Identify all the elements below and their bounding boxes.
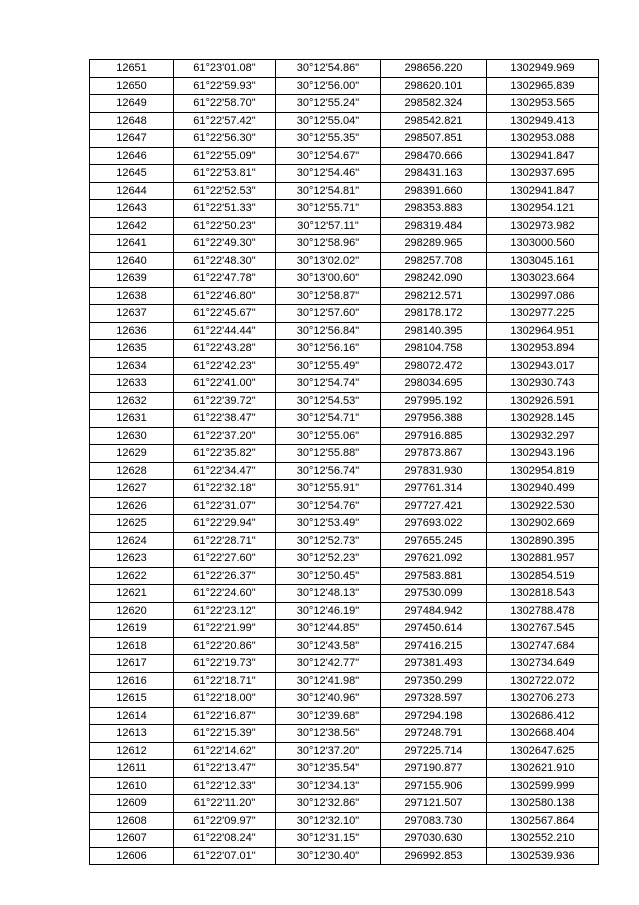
- table-row: [90, 812, 599, 830]
- y-coordinate-cell: 1302953.894: [487, 340, 599, 358]
- latitude-cell: 61°23'01.08": [174, 60, 276, 78]
- x-coordinate-cell: 297416.215: [381, 637, 487, 655]
- coordinate-table: [89, 59, 599, 865]
- table-row: [90, 130, 599, 148]
- longitude-cell: 30°12'57.60": [276, 305, 381, 323]
- x-coordinate-cell: 297155.906: [381, 777, 487, 795]
- x-coordinate-cell: 297583.881: [381, 567, 487, 585]
- x-coordinate-cell: 297381.493: [381, 655, 487, 673]
- longitude-cell: 30°12'40.96": [276, 690, 381, 708]
- latitude-cell: 61°22'41.00": [174, 375, 276, 393]
- latitude-cell: 61°22'23.12": [174, 602, 276, 620]
- point-number-cell: 12632: [90, 392, 174, 410]
- latitude-cell: 61°22'20.86": [174, 637, 276, 655]
- latitude-cell: 61°22'56.30": [174, 130, 276, 148]
- longitude-cell: 30°12'58.96": [276, 235, 381, 253]
- y-coordinate-cell: 1302932.297: [487, 427, 599, 445]
- x-coordinate-cell: 297655.245: [381, 532, 487, 550]
- table-row: [90, 357, 599, 375]
- x-coordinate-cell: 298072.472: [381, 357, 487, 375]
- x-coordinate-cell: 298656.220: [381, 60, 487, 78]
- y-coordinate-cell: 1302943.196: [487, 445, 599, 463]
- point-number-cell: 12649: [90, 95, 174, 113]
- point-number-cell: 12650: [90, 77, 174, 95]
- longitude-cell: 30°12'54.71": [276, 410, 381, 428]
- latitude-cell: 61°22'46.80": [174, 287, 276, 305]
- table-row: [90, 550, 599, 568]
- longitude-cell: 30°12'38.56": [276, 725, 381, 743]
- table-row: [90, 340, 599, 358]
- longitude-cell: 30°12'42.77": [276, 655, 381, 673]
- longitude-cell: 30°12'37.20": [276, 742, 381, 760]
- y-coordinate-cell: 1302953.565: [487, 95, 599, 113]
- longitude-cell: 30°12'32.86": [276, 795, 381, 813]
- table-row: [90, 182, 599, 200]
- y-coordinate-cell: 1302580.138: [487, 795, 599, 813]
- latitude-cell: 61°22'52.53": [174, 182, 276, 200]
- point-number-cell: 12647: [90, 130, 174, 148]
- x-coordinate-cell: 297873.867: [381, 445, 487, 463]
- y-coordinate-cell: 1302854.519: [487, 567, 599, 585]
- x-coordinate-cell: 298620.101: [381, 77, 487, 95]
- latitude-cell: 61°22'26.37": [174, 567, 276, 585]
- longitude-cell: 30°12'54.46": [276, 165, 381, 183]
- x-coordinate-cell: 296992.853: [381, 847, 487, 865]
- table-row: [90, 165, 599, 183]
- y-coordinate-cell: 1302686.412: [487, 707, 599, 725]
- table-row: [90, 795, 599, 813]
- table-row: [90, 725, 599, 743]
- x-coordinate-cell: 297248.791: [381, 725, 487, 743]
- table-row: [90, 532, 599, 550]
- point-number-cell: 12651: [90, 60, 174, 78]
- table-row: [90, 445, 599, 463]
- table-row: [90, 305, 599, 323]
- point-number-cell: 12630: [90, 427, 174, 445]
- table-row: [90, 217, 599, 235]
- y-coordinate-cell: 1302964.951: [487, 322, 599, 340]
- point-number-cell: 12622: [90, 567, 174, 585]
- longitude-cell: 30°12'55.35": [276, 130, 381, 148]
- x-coordinate-cell: 297225.714: [381, 742, 487, 760]
- y-coordinate-cell: 1302930.743: [487, 375, 599, 393]
- y-coordinate-cell: 1303023.664: [487, 270, 599, 288]
- x-coordinate-cell: 297328.597: [381, 690, 487, 708]
- latitude-cell: 61°22'11.20": [174, 795, 276, 813]
- point-number-cell: 12639: [90, 270, 174, 288]
- latitude-cell: 61°22'49.30": [174, 235, 276, 253]
- latitude-cell: 61°22'09.97": [174, 812, 276, 830]
- table-row: [90, 95, 599, 113]
- longitude-cell: 30°12'54.53": [276, 392, 381, 410]
- table-row: [90, 742, 599, 760]
- latitude-cell: 61°22'29.94": [174, 515, 276, 533]
- point-number-cell: 12644: [90, 182, 174, 200]
- longitude-cell: 30°12'57.11": [276, 217, 381, 235]
- x-coordinate-cell: 297727.421: [381, 497, 487, 515]
- longitude-cell: 30°12'56.00": [276, 77, 381, 95]
- y-coordinate-cell: 1302953.088: [487, 130, 599, 148]
- y-coordinate-cell: 1302890.395: [487, 532, 599, 550]
- x-coordinate-cell: 297693.022: [381, 515, 487, 533]
- point-number-cell: 12623: [90, 550, 174, 568]
- y-coordinate-cell: 1302954.819: [487, 462, 599, 480]
- longitude-cell: 30°12'35.54": [276, 760, 381, 778]
- x-coordinate-cell: 297121.507: [381, 795, 487, 813]
- table-row: [90, 760, 599, 778]
- table-row: [90, 410, 599, 428]
- point-number-cell: 12611: [90, 760, 174, 778]
- point-number-cell: 12642: [90, 217, 174, 235]
- longitude-cell: 30°12'55.06": [276, 427, 381, 445]
- longitude-cell: 30°12'34.13": [276, 777, 381, 795]
- y-coordinate-cell: 1302767.545: [487, 620, 599, 638]
- y-coordinate-cell: 1302902.669: [487, 515, 599, 533]
- latitude-cell: 61°22'42.23": [174, 357, 276, 375]
- longitude-cell: 30°12'54.81": [276, 182, 381, 200]
- table-row: [90, 270, 599, 288]
- point-number-cell: 12617: [90, 655, 174, 673]
- latitude-cell: 61°22'57.42": [174, 112, 276, 130]
- table-row: [90, 147, 599, 165]
- table-row: [90, 287, 599, 305]
- point-number-cell: 12627: [90, 480, 174, 498]
- latitude-cell: 61°22'59.93": [174, 77, 276, 95]
- x-coordinate-cell: 298140.395: [381, 322, 487, 340]
- point-number-cell: 12606: [90, 847, 174, 865]
- table-row: [90, 672, 599, 690]
- y-coordinate-cell: 1302949.969: [487, 60, 599, 78]
- x-coordinate-cell: 297831.930: [381, 462, 487, 480]
- point-number-cell: 12621: [90, 585, 174, 603]
- y-coordinate-cell: 1302818.543: [487, 585, 599, 603]
- point-number-cell: 12641: [90, 235, 174, 253]
- y-coordinate-cell: 1302941.847: [487, 182, 599, 200]
- x-coordinate-cell: 298242.090: [381, 270, 487, 288]
- x-coordinate-cell: 298470.666: [381, 147, 487, 165]
- y-coordinate-cell: 1302599.999: [487, 777, 599, 795]
- table-row: [90, 830, 599, 848]
- point-number-cell: 12626: [90, 497, 174, 515]
- longitude-cell: 30°12'53.49": [276, 515, 381, 533]
- table-row: [90, 515, 599, 533]
- latitude-cell: 61°22'27.60": [174, 550, 276, 568]
- table-row: [90, 637, 599, 655]
- latitude-cell: 61°22'37.20": [174, 427, 276, 445]
- table-row: [90, 847, 599, 865]
- point-number-cell: 12634: [90, 357, 174, 375]
- y-coordinate-cell: 1302940.499: [487, 480, 599, 498]
- latitude-cell: 61°22'18.00": [174, 690, 276, 708]
- y-coordinate-cell: 1302943.017: [487, 357, 599, 375]
- y-coordinate-cell: 1303045.161: [487, 252, 599, 270]
- longitude-cell: 30°13'02.02": [276, 252, 381, 270]
- x-coordinate-cell: 297484.942: [381, 602, 487, 620]
- longitude-cell: 30°12'54.86": [276, 60, 381, 78]
- point-number-cell: 12610: [90, 777, 174, 795]
- point-number-cell: 12609: [90, 795, 174, 813]
- x-coordinate-cell: 298319.484: [381, 217, 487, 235]
- y-coordinate-cell: 1302977.225: [487, 305, 599, 323]
- y-coordinate-cell: 1302621.910: [487, 760, 599, 778]
- x-coordinate-cell: 297621.092: [381, 550, 487, 568]
- table-row: [90, 480, 599, 498]
- y-coordinate-cell: 1302922.530: [487, 497, 599, 515]
- latitude-cell: 61°22'47.78": [174, 270, 276, 288]
- longitude-cell: 30°12'56.84": [276, 322, 381, 340]
- latitude-cell: 61°22'35.82": [174, 445, 276, 463]
- x-coordinate-cell: 297450.614: [381, 620, 487, 638]
- y-coordinate-cell: 1302788.478: [487, 602, 599, 620]
- longitude-cell: 30°12'39.68": [276, 707, 381, 725]
- table-row: [90, 392, 599, 410]
- y-coordinate-cell: 1302954.121: [487, 200, 599, 218]
- point-number-cell: 12635: [90, 340, 174, 358]
- longitude-cell: 30°12'55.88": [276, 445, 381, 463]
- longitude-cell: 30°12'55.49": [276, 357, 381, 375]
- latitude-cell: 61°22'07.01": [174, 847, 276, 865]
- latitude-cell: 61°22'48.30": [174, 252, 276, 270]
- point-number-cell: 12613: [90, 725, 174, 743]
- table-row: [90, 585, 599, 603]
- table-row: [90, 602, 599, 620]
- y-coordinate-cell: 1302734.649: [487, 655, 599, 673]
- x-coordinate-cell: 298178.172: [381, 305, 487, 323]
- latitude-cell: 61°22'18.71": [174, 672, 276, 690]
- x-coordinate-cell: 297083.730: [381, 812, 487, 830]
- y-coordinate-cell: 1302647.625: [487, 742, 599, 760]
- point-number-cell: 12631: [90, 410, 174, 428]
- longitude-cell: 30°12'44.85": [276, 620, 381, 638]
- y-coordinate-cell: 1302722.072: [487, 672, 599, 690]
- latitude-cell: 61°22'12.33": [174, 777, 276, 795]
- point-number-cell: 12607: [90, 830, 174, 848]
- x-coordinate-cell: 297956.388: [381, 410, 487, 428]
- point-number-cell: 12629: [90, 445, 174, 463]
- latitude-cell: 61°22'34.47": [174, 462, 276, 480]
- longitude-cell: 30°12'43.58": [276, 637, 381, 655]
- y-coordinate-cell: 1302881.957: [487, 550, 599, 568]
- longitude-cell: 30°12'54.76": [276, 497, 381, 515]
- latitude-cell: 61°22'16.87": [174, 707, 276, 725]
- x-coordinate-cell: 297030.630: [381, 830, 487, 848]
- y-coordinate-cell: 1302706.273: [487, 690, 599, 708]
- latitude-cell: 61°22'08.24": [174, 830, 276, 848]
- latitude-cell: 61°22'14.62": [174, 742, 276, 760]
- y-coordinate-cell: 1302965.839: [487, 77, 599, 95]
- point-number-cell: 12616: [90, 672, 174, 690]
- x-coordinate-cell: 298542.821: [381, 112, 487, 130]
- x-coordinate-cell: 297761.314: [381, 480, 487, 498]
- table-row: [90, 322, 599, 340]
- table-row: [90, 427, 599, 445]
- longitude-cell: 30°12'52.23": [276, 550, 381, 568]
- longitude-cell: 30°12'56.16": [276, 340, 381, 358]
- point-number-cell: 12643: [90, 200, 174, 218]
- x-coordinate-cell: 298104.758: [381, 340, 487, 358]
- longitude-cell: 30°12'30.40": [276, 847, 381, 865]
- table-row: [90, 200, 599, 218]
- latitude-cell: 61°22'44.44": [174, 322, 276, 340]
- coordinate-table-body: [90, 60, 599, 865]
- y-coordinate-cell: 1302567.864: [487, 812, 599, 830]
- table-row: [90, 655, 599, 673]
- latitude-cell: 61°22'13.47": [174, 760, 276, 778]
- x-coordinate-cell: 298582.324: [381, 95, 487, 113]
- latitude-cell: 61°22'38.47": [174, 410, 276, 428]
- x-coordinate-cell: 297294.198: [381, 707, 487, 725]
- point-number-cell: 12640: [90, 252, 174, 270]
- longitude-cell: 30°12'54.74": [276, 375, 381, 393]
- y-coordinate-cell: 1302747.684: [487, 637, 599, 655]
- x-coordinate-cell: 298289.965: [381, 235, 487, 253]
- x-coordinate-cell: 298034.695: [381, 375, 487, 393]
- point-number-cell: 12637: [90, 305, 174, 323]
- table-row: [90, 777, 599, 795]
- y-coordinate-cell: 1302928.145: [487, 410, 599, 428]
- latitude-cell: 61°22'19.73": [174, 655, 276, 673]
- latitude-cell: 61°22'51.33": [174, 200, 276, 218]
- x-coordinate-cell: 298507.851: [381, 130, 487, 148]
- y-coordinate-cell: 1302997.086: [487, 287, 599, 305]
- table-row: [90, 60, 599, 78]
- y-coordinate-cell: 1302949.413: [487, 112, 599, 130]
- point-number-cell: 12633: [90, 375, 174, 393]
- longitude-cell: 30°12'52.73": [276, 532, 381, 550]
- longitude-cell: 30°12'55.24": [276, 95, 381, 113]
- latitude-cell: 61°22'31.07": [174, 497, 276, 515]
- point-number-cell: 12638: [90, 287, 174, 305]
- longitude-cell: 30°12'55.04": [276, 112, 381, 130]
- longitude-cell: 30°12'55.91": [276, 480, 381, 498]
- table-row: [90, 112, 599, 130]
- y-coordinate-cell: 1302539.936: [487, 847, 599, 865]
- x-coordinate-cell: 297350.299: [381, 672, 487, 690]
- latitude-cell: 61°22'28.71": [174, 532, 276, 550]
- point-number-cell: 12608: [90, 812, 174, 830]
- longitude-cell: 30°12'31.15": [276, 830, 381, 848]
- x-coordinate-cell: 298257.708: [381, 252, 487, 270]
- x-coordinate-cell: 298431.163: [381, 165, 487, 183]
- y-coordinate-cell: 1302973.982: [487, 217, 599, 235]
- longitude-cell: 30°12'56.74": [276, 462, 381, 480]
- point-number-cell: 12620: [90, 602, 174, 620]
- point-number-cell: 12615: [90, 690, 174, 708]
- point-number-cell: 12619: [90, 620, 174, 638]
- table-row: [90, 497, 599, 515]
- x-coordinate-cell: 297190.877: [381, 760, 487, 778]
- x-coordinate-cell: 298353.883: [381, 200, 487, 218]
- point-number-cell: 12646: [90, 147, 174, 165]
- table-row: [90, 235, 599, 253]
- longitude-cell: 30°12'32.10": [276, 812, 381, 830]
- x-coordinate-cell: 298212.571: [381, 287, 487, 305]
- longitude-cell: 30°12'41.98": [276, 672, 381, 690]
- latitude-cell: 61°22'58.70": [174, 95, 276, 113]
- y-coordinate-cell: 1302941.847: [487, 147, 599, 165]
- x-coordinate-cell: 298391.660: [381, 182, 487, 200]
- latitude-cell: 61°22'15.39": [174, 725, 276, 743]
- latitude-cell: 61°22'32.18": [174, 480, 276, 498]
- x-coordinate-cell: 297530.099: [381, 585, 487, 603]
- longitude-cell: 30°12'55.71": [276, 200, 381, 218]
- y-coordinate-cell: 1302668.404: [487, 725, 599, 743]
- point-number-cell: 12612: [90, 742, 174, 760]
- table-row: [90, 567, 599, 585]
- longitude-cell: 30°12'46.19": [276, 602, 381, 620]
- latitude-cell: 61°22'21.99": [174, 620, 276, 638]
- latitude-cell: 61°22'24.60": [174, 585, 276, 603]
- latitude-cell: 61°22'45.67": [174, 305, 276, 323]
- table-row: [90, 252, 599, 270]
- x-coordinate-cell: 297916.885: [381, 427, 487, 445]
- longitude-cell: 30°13'00.60": [276, 270, 381, 288]
- y-coordinate-cell: 1302552.210: [487, 830, 599, 848]
- longitude-cell: 30°12'54.67": [276, 147, 381, 165]
- y-coordinate-cell: 1303000.560: [487, 235, 599, 253]
- point-number-cell: 12625: [90, 515, 174, 533]
- point-number-cell: 12618: [90, 637, 174, 655]
- longitude-cell: 30°12'50.45": [276, 567, 381, 585]
- x-coordinate-cell: 297995.192: [381, 392, 487, 410]
- y-coordinate-cell: 1302926.591: [487, 392, 599, 410]
- y-coordinate-cell: 1302937.695: [487, 165, 599, 183]
- table-row: [90, 620, 599, 638]
- point-number-cell: 12648: [90, 112, 174, 130]
- table-row: [90, 77, 599, 95]
- latitude-cell: 61°22'55.09": [174, 147, 276, 165]
- latitude-cell: 61°22'50.23": [174, 217, 276, 235]
- table-row: [90, 375, 599, 393]
- latitude-cell: 61°22'43.28": [174, 340, 276, 358]
- longitude-cell: 30°12'48.13": [276, 585, 381, 603]
- longitude-cell: 30°12'58.87": [276, 287, 381, 305]
- latitude-cell: 61°22'53.81": [174, 165, 276, 183]
- table-row: [90, 690, 599, 708]
- point-number-cell: 12645: [90, 165, 174, 183]
- table-row: [90, 707, 599, 725]
- point-number-cell: 12614: [90, 707, 174, 725]
- point-number-cell: 12636: [90, 322, 174, 340]
- point-number-cell: 12628: [90, 462, 174, 480]
- latitude-cell: 61°22'39.72": [174, 392, 276, 410]
- point-number-cell: 12624: [90, 532, 174, 550]
- table-row: [90, 462, 599, 480]
